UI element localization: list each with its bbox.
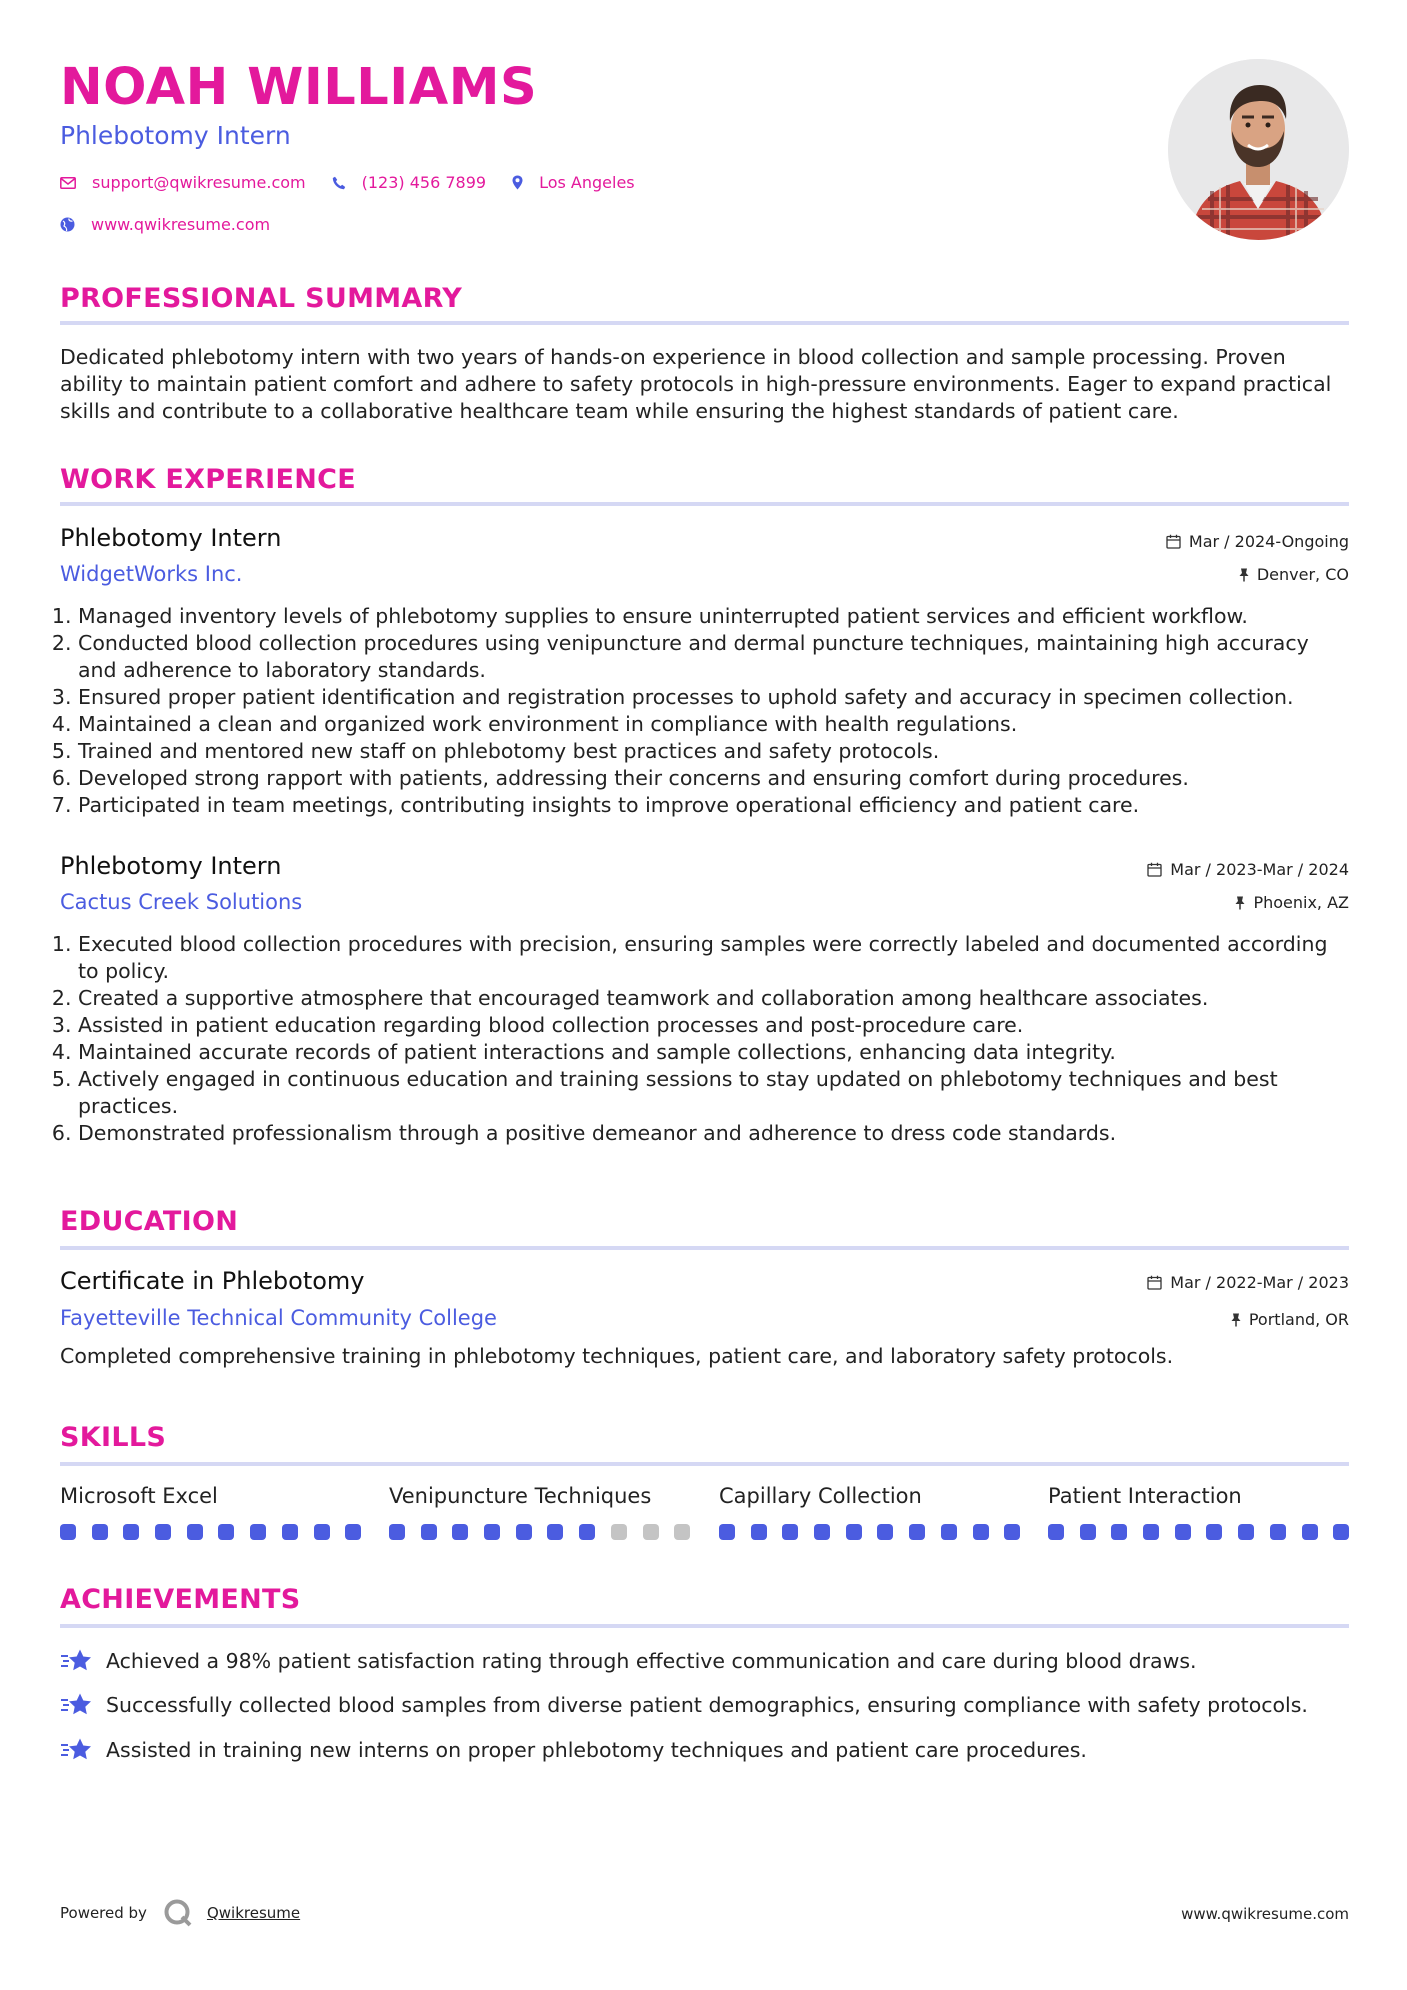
skill-item [1048, 1484, 1365, 1540]
candidate-title: Phlebotomy Intern [60, 121, 291, 150]
skill-dot-filled [909, 1524, 925, 1540]
summary-heading: PROFESSIONAL SUMMARY [60, 283, 463, 314]
skill-dot-filled [345, 1524, 361, 1540]
list-item: 5. Actively engaged in continuous education and training sessions to stay updated on phlebotomy techniques and best practices. [78, 1066, 1350, 1120]
skill-dot-filled [484, 1524, 500, 1540]
skill-rating [719, 1524, 1036, 1540]
job-1-dates-text: Mar / 2024-Ongoing [1188, 532, 1349, 551]
globe-icon [60, 217, 75, 232]
skill-dot-filled [187, 1524, 203, 1540]
skill-dot-empty [674, 1524, 690, 1540]
list-item: 5. Trained and mentored new staff on phlebotomy best practices and safety protocols. [78, 738, 1350, 765]
profile-photo [1168, 59, 1349, 240]
summary-text: Dedicated phlebotomy intern with two years of hands-on experience in blood collection and sample processing. Proven ability to maintain patient comfort and adhere to safety protocols in high-pressure environments. Eager to expand practical skills and contribute to a collaborative healthcare team while ensuring the highest standards of patient care. [60, 345, 1332, 423]
job-2-location-text: Phoenix, AZ [1253, 893, 1349, 912]
footer-powered-by [60, 1898, 300, 1928]
skill-dot-filled [1302, 1524, 1318, 1540]
skill-item [60, 1484, 377, 1540]
skill-rating [60, 1524, 377, 1540]
skill-dot-filled [92, 1524, 108, 1540]
star-icon [60, 1737, 94, 1763]
education-school: Fayetteville Technical Community College [60, 1306, 497, 1330]
job-1-location-text: Denver, CO [1256, 565, 1349, 584]
skill-dot-filled [1238, 1524, 1254, 1540]
skill-dot-filled [814, 1524, 830, 1540]
skill-dot-filled [516, 1524, 532, 1540]
footer-url[interactable]: www.qwikresume.com [1181, 1905, 1349, 1923]
website-row [60, 215, 296, 234]
education-location-text: Portland, OR [1248, 1310, 1349, 1329]
job-2-dates [1147, 860, 1349, 879]
envelope-icon [60, 177, 76, 189]
job-2-location [1235, 893, 1349, 912]
skill-dot-filled [282, 1524, 298, 1540]
achievements-divider [60, 1624, 1349, 1628]
skill-name: Venipuncture Techniques [389, 1484, 652, 1508]
job-2-company: Cactus Creek Solutions [60, 890, 303, 914]
skill-rating [1048, 1524, 1365, 1540]
skill-item [389, 1484, 706, 1540]
skill-dot-filled [751, 1524, 767, 1540]
skill-rating [389, 1524, 706, 1540]
email-text: support@qwikresume.com [92, 173, 306, 192]
experience-divider [60, 502, 1349, 506]
job-1-bullets [60, 603, 1350, 819]
job-1-company: WidgetWorks Inc. [60, 562, 243, 586]
list-item: 6. Developed strong rapport with patients, addressing their concerns and ensuring comfort during procedures. [78, 765, 1350, 792]
skill-dot-empty [611, 1524, 627, 1540]
skill-dot-filled [1143, 1524, 1159, 1540]
list-item: 2. Conducted blood collection procedures using venipuncture and dermal puncture techniques, maintaining high accuracy and adherence to laboratory standards. [78, 630, 1350, 684]
skill-dot-filled [547, 1524, 563, 1540]
skill-name: Microsoft Excel [60, 1484, 218, 1508]
contact-location [512, 173, 635, 192]
education-dates [1147, 1273, 1349, 1292]
list-item: 3. Ensured proper patient identification and registration processes to uphold safety and accuracy in specimen collection. [78, 684, 1350, 711]
skill-dot-filled [1333, 1524, 1349, 1540]
skill-dot-filled [579, 1524, 595, 1540]
achievement-item [60, 1648, 1197, 1674]
skill-dot-filled [1111, 1524, 1127, 1540]
candidate-name: NOAH WILLIAMS [60, 58, 538, 117]
skill-dot-filled [877, 1524, 893, 1540]
list-item: 4. Maintained a clean and organized work environment in compliance with health regulations. [78, 711, 1350, 738]
pushpin-icon [1239, 568, 1249, 582]
contact-phone[interactable] [332, 173, 486, 192]
job-1-dates [1166, 532, 1349, 551]
qwikresume-link[interactable]: Qwikresume [206, 1904, 301, 1922]
skill-dot-filled [719, 1524, 735, 1540]
job-2-role: Phlebotomy Intern [60, 852, 282, 880]
experience-heading: WORK EXPERIENCE [60, 464, 356, 495]
skill-dot-filled [314, 1524, 330, 1540]
skill-dot-filled [1270, 1524, 1286, 1540]
skill-name: Capillary Collection [719, 1484, 922, 1508]
job-2-dates-text: Mar / 2023-Mar / 2024 [1170, 860, 1349, 879]
achievement-text: Assisted in training new interns on proper phlebotomy techniques and patient care procedures. [106, 1738, 1087, 1762]
skill-dot-filled [389, 1524, 405, 1540]
calendar-icon [1147, 1275, 1162, 1290]
skill-dot-filled [846, 1524, 862, 1540]
achievement-item [60, 1737, 1087, 1763]
qwikresume-logo-icon [163, 1898, 193, 1928]
powered-by-label: Powered by [60, 1904, 147, 1922]
skill-dot-empty [643, 1524, 659, 1540]
pushpin-icon [1231, 1313, 1241, 1327]
calendar-icon [1147, 862, 1162, 877]
skill-dot-filled [941, 1524, 957, 1540]
education-description: Completed comprehensive training in phlebotomy techniques, patient care, and laboratory safety protocols. [60, 1344, 1174, 1368]
website-text: www.qwikresume.com [91, 215, 271, 234]
skill-dot-filled [1048, 1524, 1064, 1540]
education-location [1231, 1310, 1349, 1329]
skill-dot-filled [1004, 1524, 1020, 1540]
skill-dot-filled [1080, 1524, 1096, 1540]
list-item: 4. Maintained accurate records of patient interactions and sample collections, enhancing data integrity. [78, 1039, 1350, 1066]
skill-item [719, 1484, 1036, 1540]
list-item: 2. Created a supportive atmosphere that encouraged teamwork and collaboration among healthcare associates. [78, 985, 1350, 1012]
achievement-text: Successfully collected blood samples from diverse patient demographics, ensuring compliance with safety protocols. [106, 1693, 1308, 1717]
contact-email[interactable] [60, 173, 306, 192]
list-item: 7. Participated in team meetings, contributing insights to improve operational efficiency and patient care. [78, 792, 1350, 819]
achievement-text: Achieved a 98% patient satisfaction rating through effective communication and care during blood draws. [106, 1649, 1197, 1673]
star-icon [60, 1648, 94, 1674]
education-heading: EDUCATION [60, 1206, 239, 1237]
skill-dot-filled [250, 1524, 266, 1540]
skill-dot-filled [782, 1524, 798, 1540]
job-2-bullets [60, 931, 1350, 1147]
skill-dot-filled [973, 1524, 989, 1540]
pushpin-icon [1235, 896, 1245, 910]
skill-dot-filled [123, 1524, 139, 1540]
map-pin-icon [512, 175, 523, 190]
job-1-role: Phlebotomy Intern [60, 524, 282, 552]
phone-text: (123) 456 7899 [361, 173, 487, 192]
list-item: 1. Managed inventory levels of phlebotomy supplies to ensure uninterrupted patient services and efficient workflow. [78, 603, 1350, 630]
education-degree: Certificate in Phlebotomy [60, 1267, 365, 1295]
skill-dot-filled [1206, 1524, 1222, 1540]
education-divider [60, 1246, 1349, 1250]
calendar-icon [1166, 534, 1181, 549]
contact-website[interactable] [60, 215, 270, 234]
achievements-heading: ACHIEVEMENTS [60, 1584, 301, 1615]
achievement-item [60, 1692, 1308, 1718]
list-item: 6. Demonstrated professionalism through a positive demeanor and adherence to dress code standards. [78, 1120, 1350, 1147]
education-dates-text: Mar / 2022-Mar / 2023 [1170, 1273, 1349, 1292]
skill-dot-filled [60, 1524, 76, 1540]
skills-heading: SKILLS [60, 1422, 167, 1453]
skill-dot-filled [421, 1524, 437, 1540]
list-item: 3. Assisted in patient education regarding blood collection processes and post-procedure care. [78, 1012, 1350, 1039]
skill-dot-filled [155, 1524, 171, 1540]
skill-dot-filled [1175, 1524, 1191, 1540]
phone-icon [332, 176, 346, 190]
skills-divider [60, 1462, 1349, 1466]
skill-dot-filled [452, 1524, 468, 1540]
location-text: Los Angeles [539, 173, 635, 192]
skill-dot-filled [218, 1524, 234, 1540]
job-1-location [1239, 565, 1349, 584]
skill-name: Patient Interaction [1048, 1484, 1242, 1508]
summary-divider [60, 321, 1349, 325]
list-item: 1. Executed blood collection procedures with precision, ensuring samples were correctly labeled and documented according to policy. [78, 931, 1350, 985]
star-icon [60, 1692, 94, 1718]
contact-row [60, 173, 661, 192]
